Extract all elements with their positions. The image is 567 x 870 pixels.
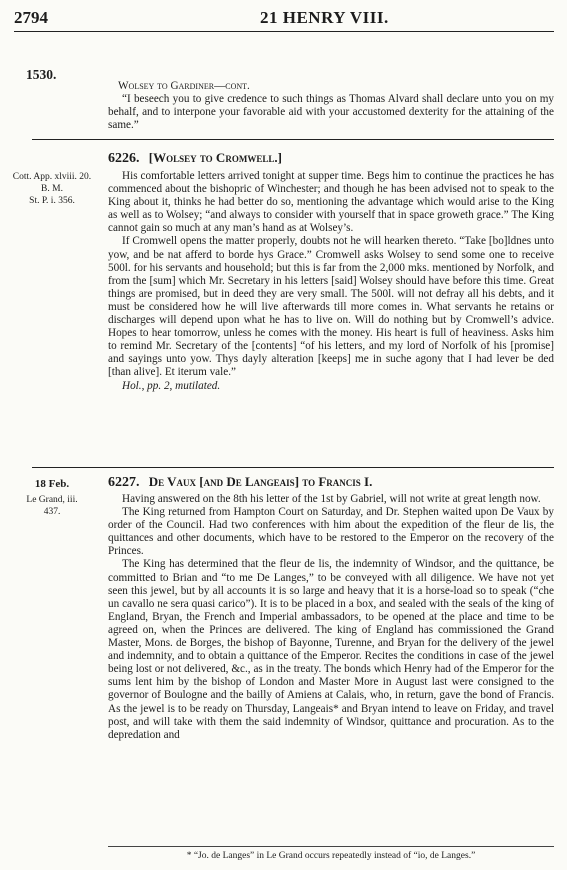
- doc6227-heading: [108, 474, 372, 491]
- entry-number: 6227.: [108, 475, 140, 490]
- ref-line: Cott. App. xlviii. 20.: [12, 172, 92, 182]
- paragraph: If Cromwell opens the matter properly, doubts not he will hearken thereto. “Take [bo]ldnes unto yow, and be nat afferd to borde hys Grace.” Cromwell asks Wolsey to send some one to receive 500l. for his servants and household; but this is far from the 2,000 mks. mentioned by Norfolk, and from the [sum] which Mr. Secretary in his letters [said] Wolsey should have before this time. Great things are promised, but in deed they are very small. The 500l. will not defray all his debts, and it must be considered how he will live afterwards till more comes in. What servants he retains or discharges will depend upon what he has to live on. Will do nothing but by Cromwell’s advice. Hopes to hear tomorrow, unless he comes with the money. His heart is full of heaviness. Asks him to remind Mr. Secretary of the [contents] “of his letters, and my lord of Norfolk of his [promise] and sayings unto yow. Thys dayly alteration [keeps] me in suche agony that I had lever be ded [than alive]. Et iterum vale.”: [108, 235, 554, 379]
- watermark-stamp: ONLINE: [416, 577, 460, 638]
- running-title: 21 HENRY VIII.: [260, 8, 389, 27]
- year-margin: 1530.: [26, 67, 57, 82]
- ref-line: Le Grand, iii.: [26, 495, 78, 505]
- paragraph: His comfortable letters arrived tonight at supper time. Begs him to continue the practices he has commenced about the bishopric of Winchester; and though he has been advised not to speak to the King about it, thinks he had better do so, mentioning the advantage which would arise to the King as well as to Wolsey; “and always to consider with yourself that in space groweth grace.” The King cannot gain so much at any man’s hand as at Wolsey’s.: [108, 170, 554, 235]
- entry-title: De Vaux [and De Langeais] to Francis I.: [148, 474, 373, 489]
- doc6226-heading: [108, 150, 282, 167]
- entry-number: 6226.: [108, 151, 140, 166]
- paragraph: The King has determined that the fleur de lis, the indemnity of Windsor, and the quittance, be committed to Brian and “to me De Langes,” to be conveyed with all diligence. We have not yet seen this jewel, but by all accounts it is so large and heavy that it is a horse-load so to speak (“che un cavallo ne sera quasi carico”). It is to be placed in a box, and sealed with the seals of the king of England, Bryan, the French and Imperial ambassadors, to be opened at the place and time to be agreed on, when the Princes are delivered. The king of England has commissioned the Grand Master, Mons. de Borges, the bishop of Bayonne, Turenne, and Bryan for the delivery of the jewel and indemnity, and to obtain a quittance of the Emperor. Recites the conditions in case of the jewel being lost or not delivered, &c., as in the treaty. The bonds which Henry had of the Emperor for the sums lent him by the bishop of London and Master More in August last were consigned to the governor of Boulogne and the bailly of Amiens at Calais, who, in return, gave the bond of Francis. As the jewel is to be ready on Thursday, Langeais* and Bryan intend to leave on Friday, and travel post, and will take with them the said indemnity of Windsor, quittance and procuration. As to the depredation and: [108, 558, 554, 741]
- doc6227-refs: [12, 494, 92, 518]
- continuation-heading: Wolsey to Gardiner—cont.: [118, 80, 250, 92]
- ref-line: 437.: [43, 507, 61, 517]
- entry-title: [Wolsey to Cromwell.]: [148, 150, 282, 165]
- doc6226-refs: [12, 171, 92, 207]
- doc6227-body: [108, 493, 554, 742]
- paragraph: The King returned from Hampton Court on Saturday, and Dr. Stephen waited upon De Vaux by order of the Council. Had two conferences with him about the expedition of the fleur de lis, the quittances and other documents, which have to be restored to the Emperor on the recovery of the Princes.: [108, 506, 554, 558]
- footnote-rule: [108, 846, 554, 847]
- doc6227-date: 18 Feb.: [34, 478, 70, 490]
- continuation-block: [108, 80, 554, 132]
- page-number: 2794: [14, 8, 48, 27]
- ref-line: B. M.: [41, 184, 63, 194]
- section-rule: [32, 467, 554, 468]
- continuation-text: “I beseech you to give credence to such things as Thomas Alvard shall declare unto you on my behalf, and to interpone your favorable aid with your accustomed dexterity for the attaining of the same.”: [108, 93, 554, 132]
- footnote: * “Jo. de Langes” in Le Grand occurs repeatedly instead of “io, de Langes.”: [186, 851, 476, 861]
- ref-line: St. P. i. 356.: [29, 196, 75, 206]
- paragraph: Having answered on the 8th his letter of the 1st by Gabriel, will not write at great length now.: [122, 493, 541, 505]
- physical-note: Hol., pp. 2, mutilated.: [122, 379, 221, 392]
- header-rule: [14, 31, 554, 32]
- section-rule: [32, 139, 554, 140]
- doc6226-body: [108, 170, 554, 393]
